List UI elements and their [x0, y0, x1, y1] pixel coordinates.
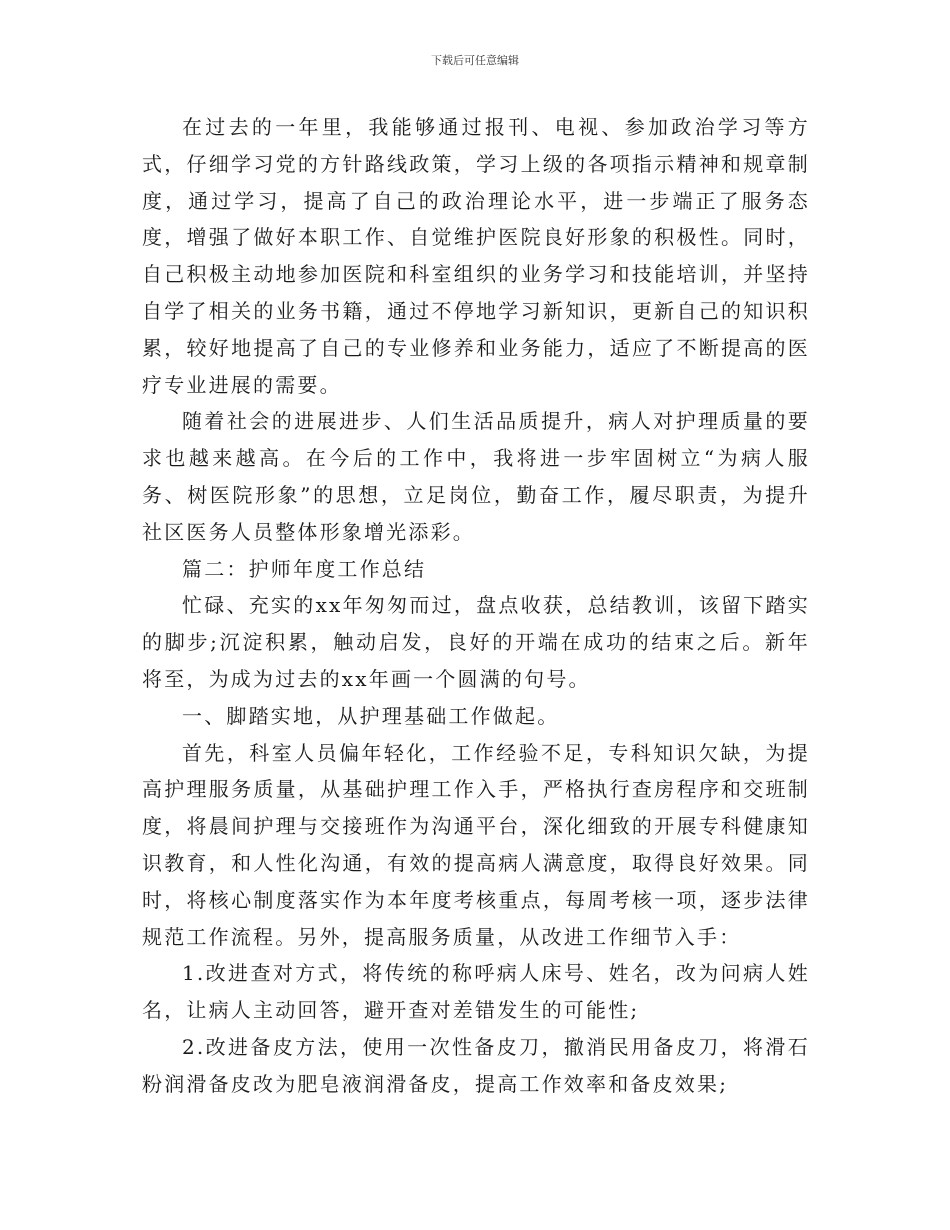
paragraph-year-intro: 忙碌、充实的xx年匆匆而过，盘点收获，总结教训，该留下踏实的脚步;沉淀积累，触动启发，良好的开端在成功的结束之后。新年将至，为成为过去的xx年画一个圆满的句号。: [142, 593, 810, 691]
list-item-1: 1.改进查对方式，将传统的称呼病人床号、姓名，改为问病人姓名，让病人主动回答，避开查对差错发生的可能性;: [142, 961, 810, 1023]
document-body: [142, 109, 810, 1103]
page-header: 下载后可任意编辑: [431, 54, 519, 67]
list-item-2: 2.改进备皮方法，使用一次性备皮刀，撤消民用备皮刀，将滑石粉润滑备皮改为肥皂液润滑备皮，提高工作效率和备皮效果;: [142, 1034, 810, 1096]
subheading-basic-care: 一、脚踏实地，从护理基础工作做起。: [182, 703, 560, 728]
paragraph-outlook: 随着社会的进展进步、人们生活品质提升，病人对护理质量的要求也越来越高。在今后的工作中，我将进一步牢固树立“为病人服务、树医院形象”的思想，立足岗位，勤奋工作，履尽职责，为提升社区医务人员整体形象增光添彩。: [142, 409, 810, 544]
paragraph-study: 在过去的一年里，我能够通过报刊、电视、参加政治学习等方式，仔细学习党的方针路线政策，学习上级的各项指示精神和规章制度，通过学习，提高了自己的政治理论水平，进一步端正了服务态度，增强了做好本职工作、自觉维护医院良好形象的积极性。同时，自己积极主动地参加医院和科室组织的业务学习和技能培训，并坚持自学了相关的业务书籍，通过不停地学习新知识，更新自己的知识积累，较好地提高了自己的专业修养和业务能力，适应了不断提高的医疗专业进展的需要。: [142, 115, 810, 397]
paragraph-service-quality: 首先，科室人员偏年轻化，工作经验不足，专科知识欠缺，为提高护理服务质量，从基础护理工作入手，严格执行查房程序和交班制度，将晨间护理与交接班作为沟通平台，深化细致的开展专科健康知识教育，和人性化沟通，有效的提高病人满意度，取得良好效果。同时，将核心制度落实作为本年度考核重点，每周考核一项，逐步法律规范工作流程。另外，提高服务质量，从改进工作细节入手：: [142, 740, 810, 949]
section-heading-part-two: 篇二：护师年度工作总结: [182, 556, 427, 581]
